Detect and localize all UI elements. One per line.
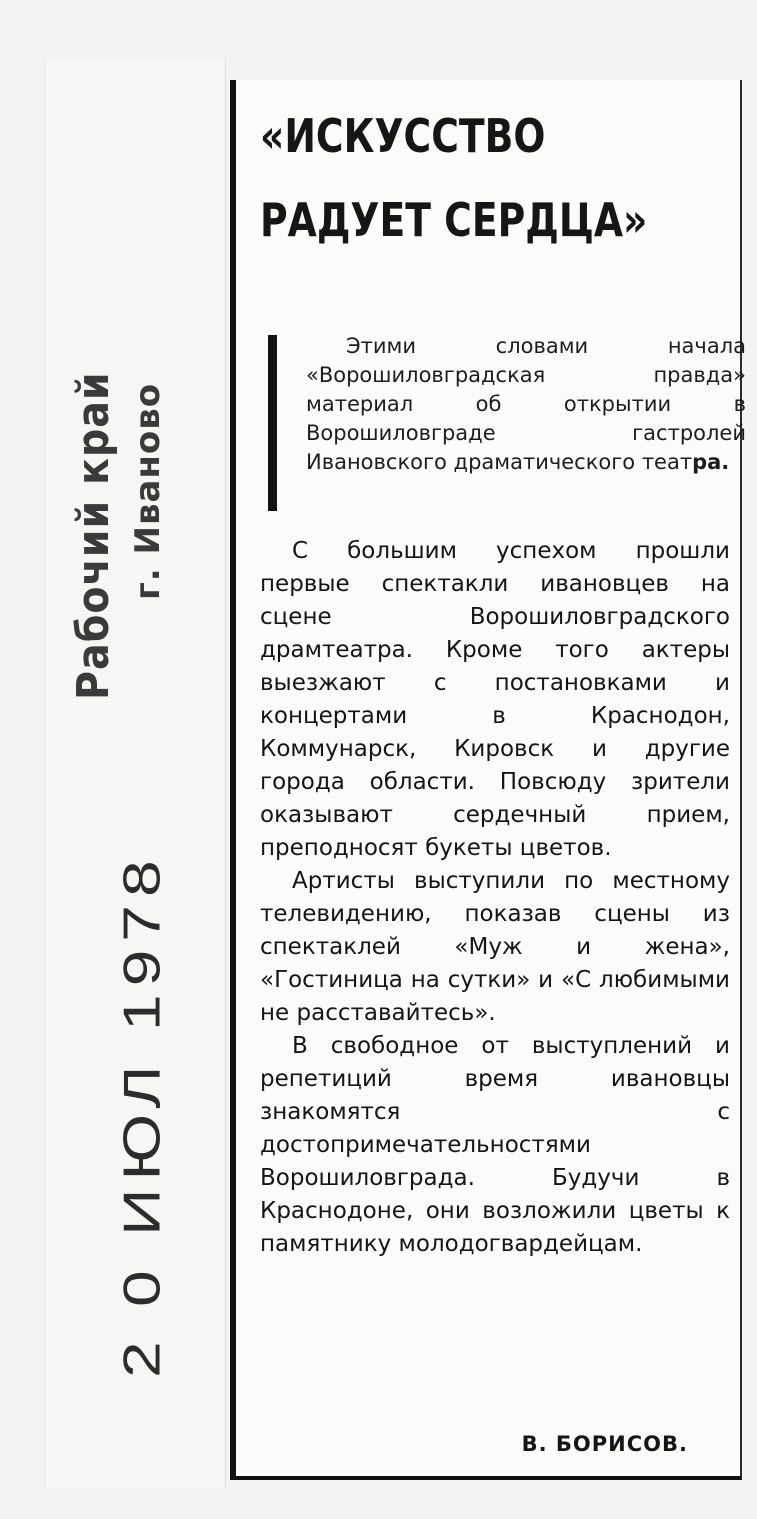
article-paragraph: С большим успехом прошли первые спектакли ивановцев на сцене Ворошиловградского драмтеатра. Кроме того актеры выезжают с постановками и концертами в Краснодон, Коммунарск, Кировск и другие города области. Повсюду зрители оказывают сердечный прием, преподносят букеты цветов. — [260, 538, 730, 861]
article-lead — [306, 332, 746, 477]
city-stamp: г. Иваново — [128, 382, 168, 600]
article-signature: В. БОРИСОВ. — [521, 1432, 688, 1456]
date-stamp: 2 0 ИЮЛ 1978 — [112, 852, 171, 1378]
lead-text-end: ра. — [692, 450, 730, 474]
article-headline: «ИСКУССТВО РАДУЕТ СЕРДЦА» — [260, 109, 648, 247]
article-body — [260, 535, 730, 1261]
article-paragraph: Артисты выступили по местному телевидению, показав сцены из спектаклей «Муж и жена», «Гостиница на сутки» и «С любимыми не расставайтесь». — [260, 868, 730, 1026]
newspaper-name-stamp: Рабочий край — [68, 371, 119, 700]
lead-bar — [268, 335, 277, 511]
lead-text: Этими словами начала «Ворошиловградская правда» материал об открытии в Ворошиловграде гастролей Ивановского драматического теат — [306, 334, 746, 474]
article-clipping — [230, 80, 746, 1480]
article-paragraph: В свободное от выступлений и репетиций время ивановцы знакомятся с достопримечательностями Ворошиловграда. Будучи в Краснодоне, они возложили цветы к памятнику молодогвардейцам. — [260, 1033, 730, 1257]
